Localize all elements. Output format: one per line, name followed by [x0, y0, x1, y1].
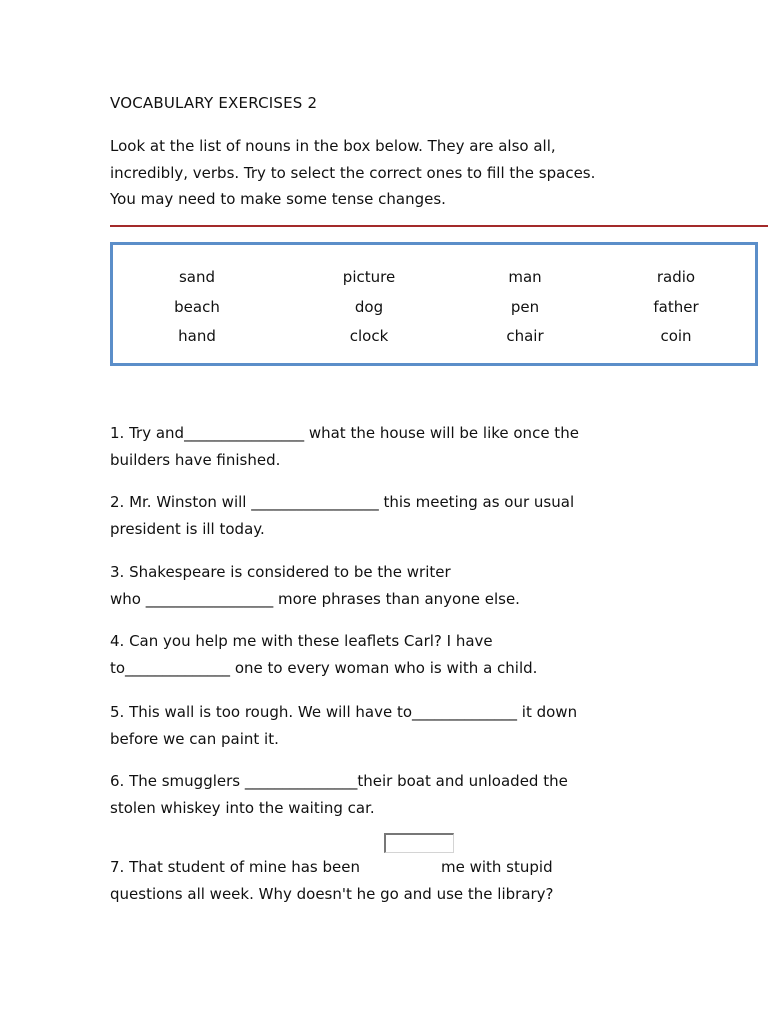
question-line: [110, 854, 670, 881]
word-item: hand: [178, 327, 216, 345]
worksheet-title: VOCABULARY EXERCISES 2: [110, 94, 318, 112]
instructions-line: You may need to make some tense changes.: [110, 190, 446, 208]
question-text-before-blank: 7. That student of mine has been: [110, 858, 360, 876]
word-item: man: [508, 268, 542, 286]
worksheet-page: [110, 0, 768, 1024]
question-line: 3. Shakespeare is considered to be the writer: [110, 563, 451, 581]
word-grid: [113, 268, 755, 357]
word-list-box: [110, 242, 758, 366]
question-line: 5. This wall is too rough. We will have to______________ it down: [110, 703, 578, 721]
question-1: [110, 420, 670, 473]
word-item: clock: [349, 327, 389, 345]
question-line: who _________________ more phrases than anyone else.: [110, 589, 520, 608]
question-line: 2. Mr. Winston will _________________ this meeting as our usual: [110, 493, 575, 511]
question-line: 4. Can you help me with these leaflets Carl? I have: [110, 632, 493, 650]
word-item: chair: [506, 327, 544, 345]
question-line: 1. Try and________________ what the house will be like once the: [110, 424, 579, 442]
word-item: dog: [354, 297, 384, 316]
question-line: 6. The smugglers _______________their boat and unloaded the: [110, 772, 568, 790]
question-5: [110, 699, 670, 752]
word-item: beach: [174, 297, 220, 316]
word-row: [113, 268, 755, 298]
question-line: president is ill today.: [110, 519, 265, 538]
word-item: pen: [510, 297, 540, 316]
question-2: [110, 489, 670, 542]
word-item: coin: [660, 327, 692, 345]
word-item: father: [653, 297, 699, 316]
question-line: builders have finished.: [110, 450, 281, 469]
answer-input-7[interactable]: [384, 833, 454, 853]
question-4: [110, 628, 670, 681]
instructions-line: incredibly, verbs. Try to select the correct ones to fill the spaces.: [110, 163, 596, 182]
word-item: picture: [342, 268, 396, 286]
word-row: [113, 327, 755, 357]
question-line: questions all week. Why doesn't he go and use the library?: [110, 884, 554, 903]
question-line: before we can paint it.: [110, 729, 279, 748]
instructions: [110, 133, 670, 213]
question-6: [110, 768, 670, 821]
question-line: stolen whiskey into the waiting car.: [110, 798, 375, 817]
word-item: sand: [178, 268, 216, 286]
section-divider: [110, 225, 768, 227]
question-7: [110, 854, 670, 907]
question-line: to______________ one to every woman who is with a child.: [110, 658, 538, 677]
question-3: [110, 559, 670, 612]
question-text-after-blank: me with stupid: [440, 858, 553, 876]
word-row: [113, 298, 755, 328]
word-item: radio: [656, 268, 696, 286]
instructions-line: Look at the list of nouns in the box below. They are also all,: [110, 137, 556, 155]
